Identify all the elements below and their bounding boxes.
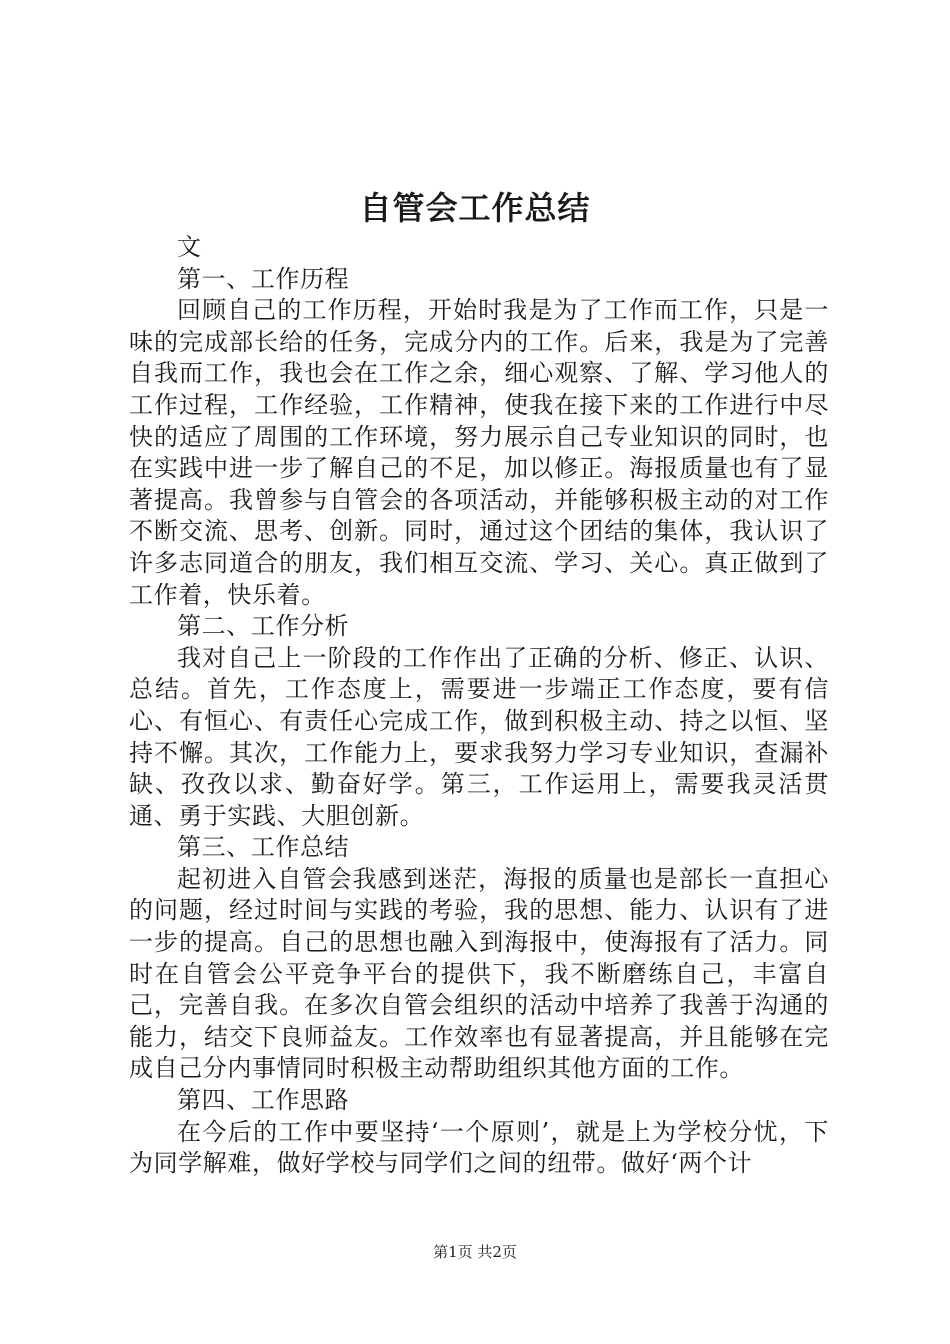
- section-heading: 第三、工作总结: [177, 833, 350, 862]
- page-number-footer: 第1页 共2页: [433, 1243, 517, 1261]
- body-paragraph: 回顾自己的工作历程，开始时我是为了工作而工作，只是一味的完成部长给的任务，完成分内的工作。后来，我是为了完善自我而工作，我也会在工作之余，细心观察、了解、学习他人的工作过程，工作经验，工作精神，使我在接下来的工作进行中尽快的适应了周围的工作环境，努力展示自己专业知识的同时，也在实践中进一步了解自己的不足，加以修正。海报质量也有了显著提高。我曾参与自管会的各项活动，并能够积极主动的对工作不断交流、思考、创新。同时，通过这个团结的集体，我认识了许多志同道合的朋友，我们相互交流、学习、关心。真正做到了工作着，快乐着。: [129, 296, 829, 609]
- section-heading: 第一、工作历程: [177, 264, 350, 293]
- body-paragraph: 在今后的工作中要坚持‘一个原则’，就是上为学校分忧，下为同学解难，做好学校与同学们之间的纽带。做好‘两个计: [129, 1117, 829, 1178]
- document-title: 自管会工作总结: [359, 189, 591, 227]
- author-line: 文: [177, 233, 202, 261]
- section-heading: 第二、工作分析: [177, 612, 350, 641]
- body-paragraph: 我对自己上一阶段的工作作出了正确的分析、修正、认识、总结。首先，工作态度上，需要进一步端正工作态度，要有信心、有恒心、有责任心完成工作，做到积极主动、持之以恒、坚持不懈。其次，工作能力上，要求我努力学习专业知识，查漏补缺、孜孜以求、勤奋好学。第三，工作运用上，需要我灵活贯通、勇于实践、大胆创新。: [129, 643, 829, 830]
- section-heading: 第四、工作思路: [177, 1086, 350, 1115]
- body-paragraph: 起初进入自管会我感到迷茫，海报的质量也是部长一直担心的问题，经过时间与实践的考验，我的思想、能力、认识有了进一步的提高。自己的思想也融入到海报中，使海报有了活力。同时在自管会公平竞争平台的提供下，我不断磨练自己，丰富自己，完善自我。在多次自管会组织的活动中培养了我善于沟通的能力，结交下良师益友。工作效率也有显著提高，并且能够在完成自己分内事情同时积极主动帮助组织其他方面的工作。: [129, 864, 829, 1083]
- document-body: [129, 232, 829, 1180]
